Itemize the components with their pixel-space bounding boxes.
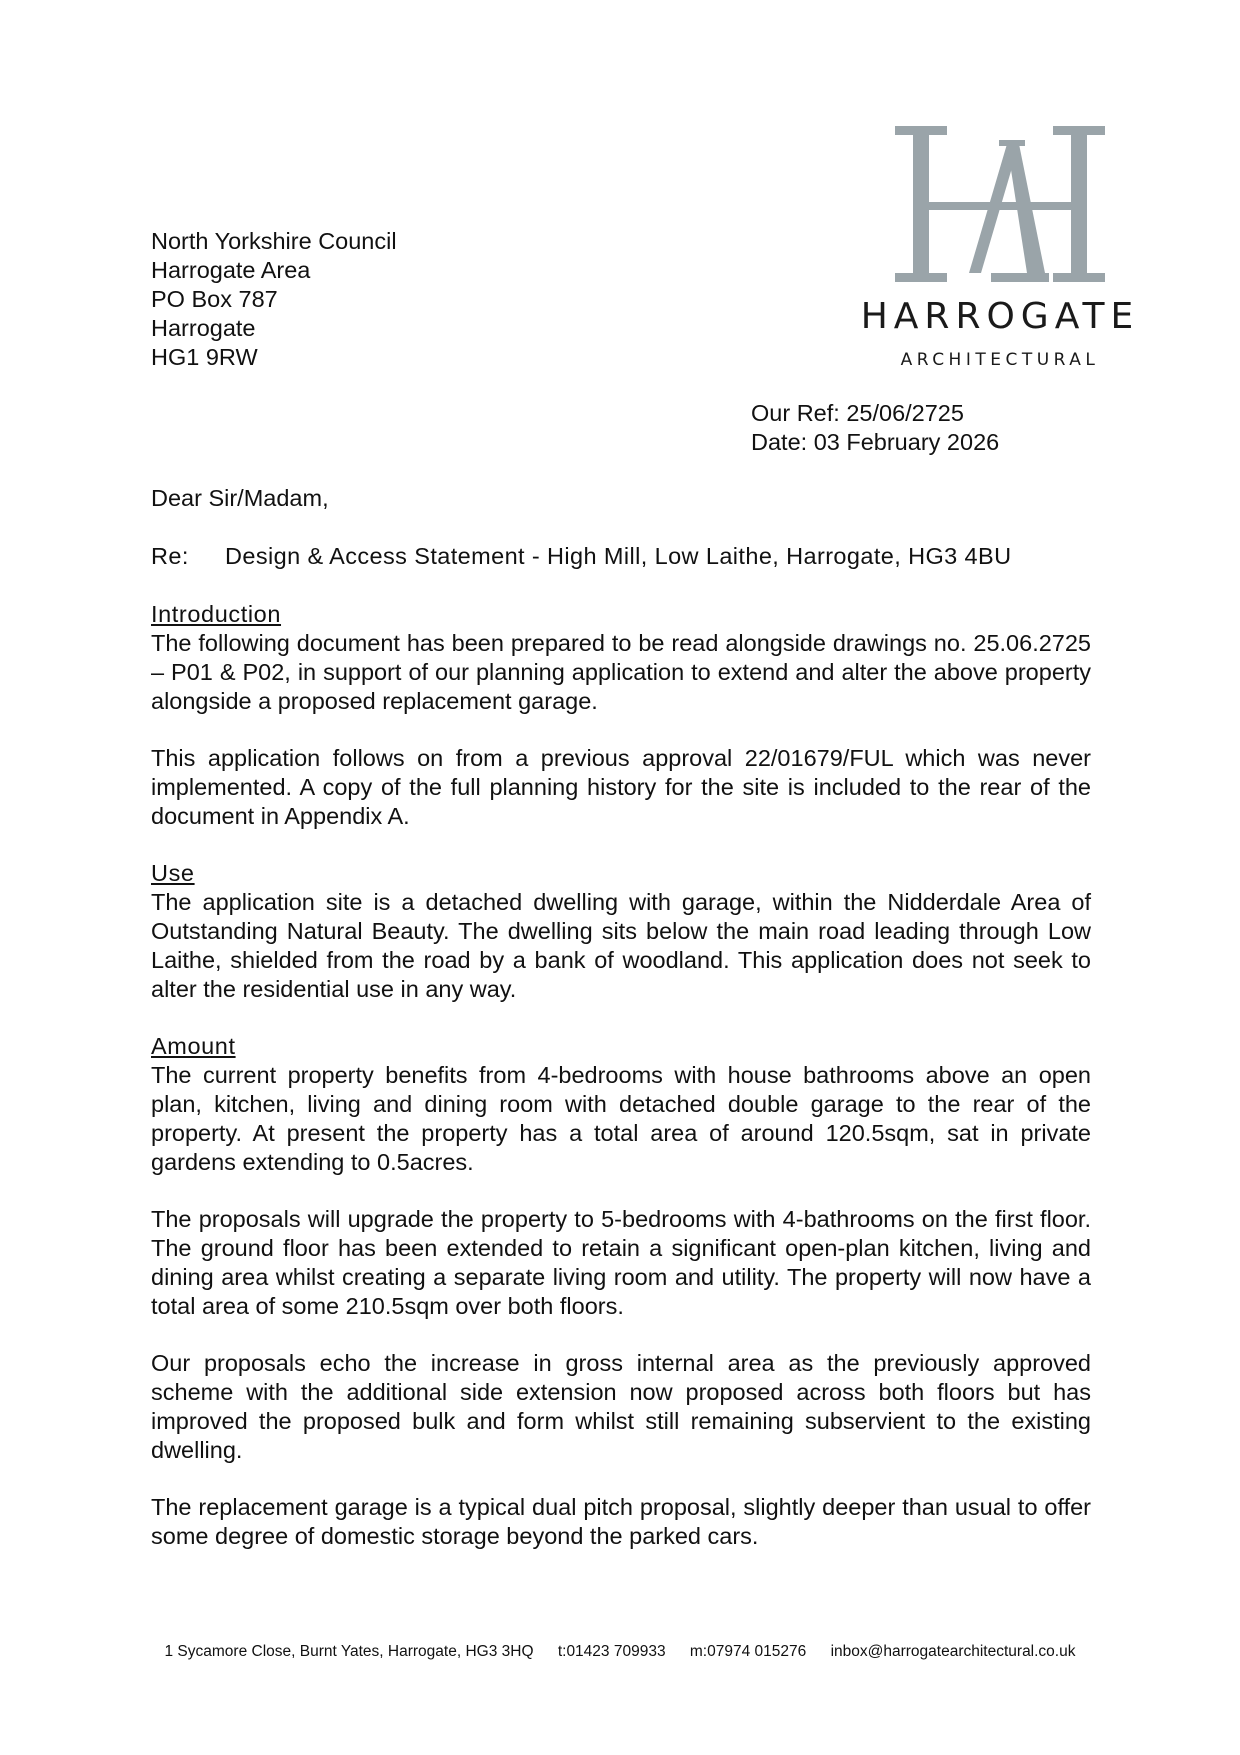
section-heading-use: Use xyxy=(151,860,195,886)
subject-label: Re: xyxy=(151,543,189,569)
paragraph: The application site is a detached dwelling with garage, within the Nidderdale Area of Outstanding Natural Beauty. The dwelling sits below the main road leading through Low Laithe, shielded from the road by a bank of woodland. This application does not seek to alter the residential use in any way. xyxy=(151,889,1091,1002)
logo-wordmark: HARROGATE xyxy=(860,296,1140,337)
letter-date: Date: 03 February 2026 xyxy=(751,429,1000,455)
footer-email: inbox@harrogatearchitectural.co.uk xyxy=(830,1643,1076,1660)
recipient-address xyxy=(151,227,397,372)
section-heading-introduction: Introduction xyxy=(151,601,282,627)
paragraph: The replacement garage is a typical dual pitch proposal, slightly deeper than usual to offer some degree of domestic storage beyond the parked cars. xyxy=(151,1494,1091,1549)
reference-block xyxy=(751,399,999,457)
letter-footer xyxy=(0,1643,1240,1661)
salutation: Dear Sir/Madam, xyxy=(151,485,329,511)
recipient-line: PO Box 787 xyxy=(151,286,278,312)
recipient-line: North Yorkshire Council xyxy=(151,228,397,254)
paragraph: Our proposals echo the increase in gross internal area as the previously approved scheme with the additional side extension now proposed across both floors but has improved the proposed bulk and form whilst still remaining subservient to the existing dwelling. xyxy=(151,1350,1091,1463)
company-logo xyxy=(840,126,1160,376)
recipient-line: Harrogate xyxy=(151,315,256,341)
paragraph: The following document has been prepared to be read alongside drawings no. 25.06.2725 – P01 & P02, in support of our planning application to extend and alter the above property alongside a proposed replacement garage. xyxy=(151,630,1091,714)
recipient-line: HG1 9RW xyxy=(151,344,258,370)
subject-text: Design & Access Statement - High Mill, Low Laithe, Harrogate, HG3 4BU xyxy=(225,543,1012,569)
paragraph: This application follows on from a previous approval 22/01679/FUL which was never implemented. A copy of the full planning history for the site is included to the rear of the document in Appendix A. xyxy=(151,745,1091,829)
recipient-line: Harrogate Area xyxy=(151,257,311,283)
footer-mobile: m:07974 015276 xyxy=(689,1643,807,1660)
paragraph: The current property benefits from 4-bedrooms with house bathrooms above an open plan, kitchen, living and dining room with detached double garage to the rear of the property. At present the property has a total area of around 120.5sqm, sat in private gardens extending to 0.5acres. xyxy=(151,1062,1091,1175)
paragraph: The proposals will upgrade the property to 5-bedrooms with 4-bathrooms on the first floor. The ground floor has been extended to retain a significant open-plan kitchen, living and dining area whilst creating a separate living room and utility. The property will now have a total area of some 210.5sqm over both floors. xyxy=(151,1206,1091,1319)
section-heading-amount: Amount xyxy=(151,1033,236,1059)
logo-subtitle: ARCHITECTURAL xyxy=(900,350,1100,370)
our-ref: Our Ref: 25/06/2725 xyxy=(751,400,964,426)
footer-telephone: t:01423 709933 xyxy=(557,1643,666,1660)
subject-line xyxy=(151,543,1011,570)
letter-body xyxy=(151,600,1091,1579)
footer-address: 1 Sycamore Close, Burnt Yates, Harrogate, HG3 3HQ xyxy=(164,1643,534,1660)
ha-monogram-icon xyxy=(895,126,1105,282)
